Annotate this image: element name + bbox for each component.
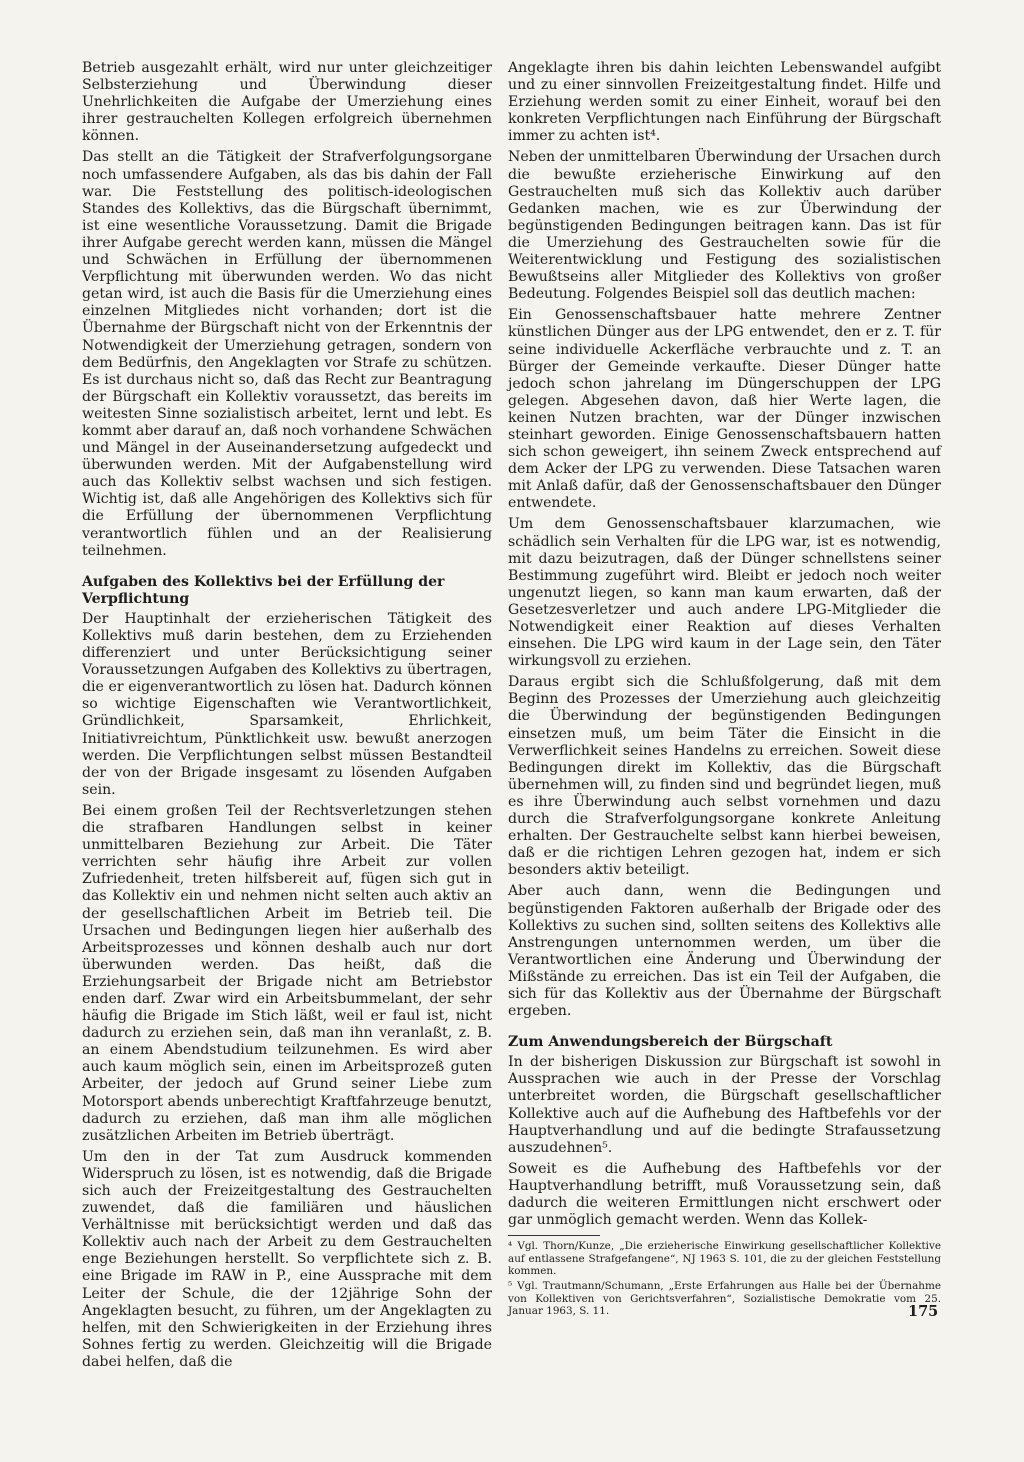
paragraph: In der bisherigen Diskussion zur Bürgschaft ist sowohl in Aussprachen wie auch in der Presse der Vorschlag unterbreitet worden, die Bürgschaft gesellschaftlicher Kollektive auch auf die Aufhebung des Haftbefehls vor der Hauptverhandlung und auf die bedingte Strafaussetzung auszudehnen⁵.: [508, 1054, 941, 1156]
paragraph: Aber auch dann, wenn die Bedingungen und begünstigenden Faktoren außerhalb der Brigade oder des Kollektivs zu suchen sind, sollten seitens des Kollektivs alle Anstrengungen unternommen werden, um über die Verantwortlichen eine Änderung und Überwindung der Mißstände zu erreichen. Das ist ein Teil der Aufgaben, die sich für das Kollektiv aus der Übernahme der Bürgschaft ergeben.: [508, 883, 941, 1020]
footnote-divider: [508, 1235, 600, 1236]
right-column: [508, 60, 941, 1320]
section-heading: Zum Anwendungsbereich der Bürgschaft: [508, 1034, 833, 1051]
paragraph: Angeklagte ihren bis dahin leichten Lebenswandel aufgibt und zu einer sinnvollen Freizeitgestaltung findet. Hilfe und Erziehung werden somit zu einer Einheit, worauf bei den konkreten Verpflichtungen nach Einführung der Bürgschaft immer zu achten ist⁴.: [508, 60, 941, 145]
paragraph: Soweit es die Aufhebung des Haftbefehls vor der Hauptverhandlung betrifft, muß Voraussetzung sein, daß dadurch die weiteren Ermittlungen nicht erschwert oder gar unmöglich gemacht werden. Wenn das Kollek-: [508, 1160, 941, 1229]
paragraph: Neben der unmittelbaren Überwindung der Ursachen durch die bewußte erzieherische Einwirkung auf den Gestrauchelten muß sich das Kollektiv auch darüber Gedanken machen, wie es zur Überwindung der begünstigenden Bedingungen beitragen kann. Das ist für die Umerziehung des Gestrauchelten sowie für die Weiterentwicklung und Festigung des sozialistischen Bewußtseins aller Mitglieder des Kollektivs von großer Bedeutung. Folgendes Beispiel soll das deutlich machen:: [508, 149, 941, 303]
paragraph: Der Hauptinhalt der erzieherischen Tätigkeit des Kollektivs muß darin bestehen, dem zu Erziehenden differenziert und unter Berücksichtigung seiner Voraussetzungen Aufgaben des Kollektivs zu übertragen, die er eigenverantwortlich zu lösen hat. Dadurch können so wichtige Eigenschaften wie Verantwortlichkeit, Gründlichkeit, Sparsamkeit, Ehrlichkeit, Initiativreichtum, Pünktlichkeit usw. bewußt anerzogen werden. Die Verpflichtungen selbst müssen Bestandteil der von der Brigade insgesamt zu lösenden Aufgaben sein.: [82, 610, 492, 798]
left-column: [82, 60, 492, 1375]
footnote: ⁴ Vgl. Thorn/Kunze, „Die erzieherische Einwirkung gesellschaftlicher Kollektive auf entlassene Strafgefangene“, NJ 1963 S. 101, die zu der gleichen Feststellung kommen.: [508, 1240, 941, 1278]
paragraph: Um dem Genossenschaftsbauer klarzumachen, wie schädlich sein Verhalten für die LPG war, ist es notwendig, mit dazu beizutragen, daß der Dünger schnellstens seiner Bestimmung zugeführt wird. Bleibt er jedoch noch weiter ungenutzt liegen, so kann man kaum erwarten, daß der Gesetzesverletzer und auch andere LPG-Mitglieder die Notwendigkeit einer Reaktion auf dieses Verhalten einsehen. Die LPG wird kaum in der Lage sein, den Täter wirkungsvoll zu erziehen.: [508, 516, 941, 670]
page-number: 175: [908, 1303, 939, 1320]
paragraph: Ein Genossenschaftsbauer hatte mehrere Zentner künstlichen Dünger aus der LPG entwendet, den er z. T. für seine individuelle Ackerfläche verbrauchte und z. T. an Bürger der Gemeinde verkaufte. Dieser Dünger hatte jedoch schon jahrelang im Düngerschuppen der LPG gelegen. Abgesehen davon, daß hier Werte lagen, die keinen Nutzen brachten, war der Dünger inzwischen steinhart geworden. Einige Genossenschaftsbauern hatten sich schon geweigert, ihn seinem Zweck entsprechend auf dem Acker der LPG zu verwenden. Diese Tatsachen waren mit Anlaß dafür, daß der Genossenschaftsbauer den Dünger entwendete.: [508, 307, 941, 512]
paragraph: Das stellt an die Tätigkeit der Strafverfolgungsorgane noch umfassendere Aufgaben, als das bis dahin der Fall war. Die Feststellung des politisch-ideologischen Standes des Kollektivs, das die Bürgschaft übernimmt, ist eine wesentliche Voraussetzung. Damit die Brigade ihrer Aufgabe gerecht werden kann, müssen die Mängel und Schwächen in Erfüllung der übernommenen Verpflichtung mit überwunden werden. Wo das nicht getan wird, ist auch die Basis für die Umerziehung eines einzelnen Mitgliedes nicht vorhanden; dort ist die Übernahme der Bürgschaft nicht von der Erkenntnis der Notwendigkeit der Umerziehung getragen, sondern von dem Bedürfnis, den Angeklagten vor Strafe zu schützen. Es ist durchaus nicht so, daß das Recht zur Beantragung der Bürgschaft ein Kollektiv voraussetzt, das bereits im weitesten Sinne sozialistisch arbeitet, lernt und lebt. Es kommt aber darauf an, daß noch vorhandene Schwächen und Mängel in der Auseinandersetzung aufgedeckt und überwunden werden. Mit der Aufgabenstellung wird auch das Kollektiv selbst wachsen und sich festigen. Wichtig ist, daß alle Angehörigen des Kollektivs sich für die Erfüllung der übernommenen Verpflichtung verantwortlich fühlen und an der Realisierung teilnehmen.: [82, 149, 492, 559]
paragraph: Bei einem großen Teil der Rechtsverletzungen stehen die strafbaren Handlungen selbst in keiner unmittelbaren Beziehung zur Arbeit. Die Täter verrichten sehr häufig ihre Arbeit zur vollen Zufriedenheit, treten hilfsbereit auf, fügen sich gut in das Kollektiv ein und nehmen nicht selten auch aktiv an der gesellschaftlichen Arbeit im Betrieb teil. Die Ursachen und Bedingungen liegen hier außerhalb des Arbeitsprozesses und können deshalb auch nur dort überwunden werden. Das heißt, daß die Erziehungsarbeit der Brigade nicht am Betriebstor enden darf. Zwar wird ein Arbeitsbummelant, der sehr häufig die Brigade im Stich läßt, weil er faul ist, nicht dadurch zu erziehen sein, daß man ihn veranlaßt, z. B. an einem Abendstudium teilzunehmen. Es wird aber auch kaum möglich sein, einen im Arbeitsprozeß guten Arbeiter, der jedoch auf Grund seiner Liebe zum Motorsport abends unberechtigt Kraftfahrzeuge benutzt, dadurch zu erziehen, daß man ihm alle möglichen zusätzlichen Arbeiten im Betrieb überträgt.: [82, 802, 492, 1144]
section-heading: Aufgaben des Kollektivs bei der Erfüllung der Verpflichtung: [82, 573, 445, 607]
paragraph: Um den in der Tat zum Ausdruck kommenden Widerspruch zu lösen, ist es notwendig, daß die Brigade sich auch der Freizeitgestaltung des Gestrauchelten zuwendet, daß die familiären und häuslichen Verhältnisse mit berücksichtigt werden und daß das Kollektiv auch nach der Arbeit zu dem Gestrauchelten enge Beziehungen herstellt. So verpflichtete sich z. B. eine Brigade im RAW in P., eine Aussprache mit dem Leiter der Schule, die der 12jährige Sohn der Angeklagten besucht, zu führen, um der Angeklagten zu helfen, mit den Schwierigkeiten in der Erziehung ihres Sohnes fertig zu werden. Gleichzeitig will die Brigade dabei helfen, daß die: [82, 1148, 492, 1370]
paragraph: Betrieb ausgezahlt erhält, wird nur unter gleichzeitiger Selbsterziehung und Überwindung dieser Unehrlichkeiten die Aufgabe der Umerziehung eines ihrer gestrauchelten Kollegen erfolgreich übernehmen können.: [82, 60, 492, 145]
footnote: ⁵ Vgl. Trautmann/Schumann, „Erste Erfahrungen aus Halle bei der Übernahme von Kollektiven von Gerichtsverfahren“, Sozialistische Demokratie vom 25. Januar 1963, S. 11.: [508, 1279, 941, 1318]
paragraph: Daraus ergibt sich die Schlußfolgerung, daß mit dem Beginn des Prozesses der Umerziehung auch gleichzeitig die Überwindung der begünstigenden Bedingungen einsetzen muß, um beim Täter die Einsicht in die Verwerflichkeit seines Handelns zu erreichen. Soweit diese Bedingungen direkt im Kollektiv, das die Bürgschaft übernehmen will, zu finden sind und begründet liegen, muß es ihre Überwindung auch selbst vornehmen und dazu durch die Strafverfolgungsorgane konkrete Anleitung erhalten. Der Gestrauchelte selbst kann hierbei beweisen, daß er die richtigen Lehren gezogen hat, indem er sich besonders aktiv beteiligt.: [508, 674, 941, 879]
